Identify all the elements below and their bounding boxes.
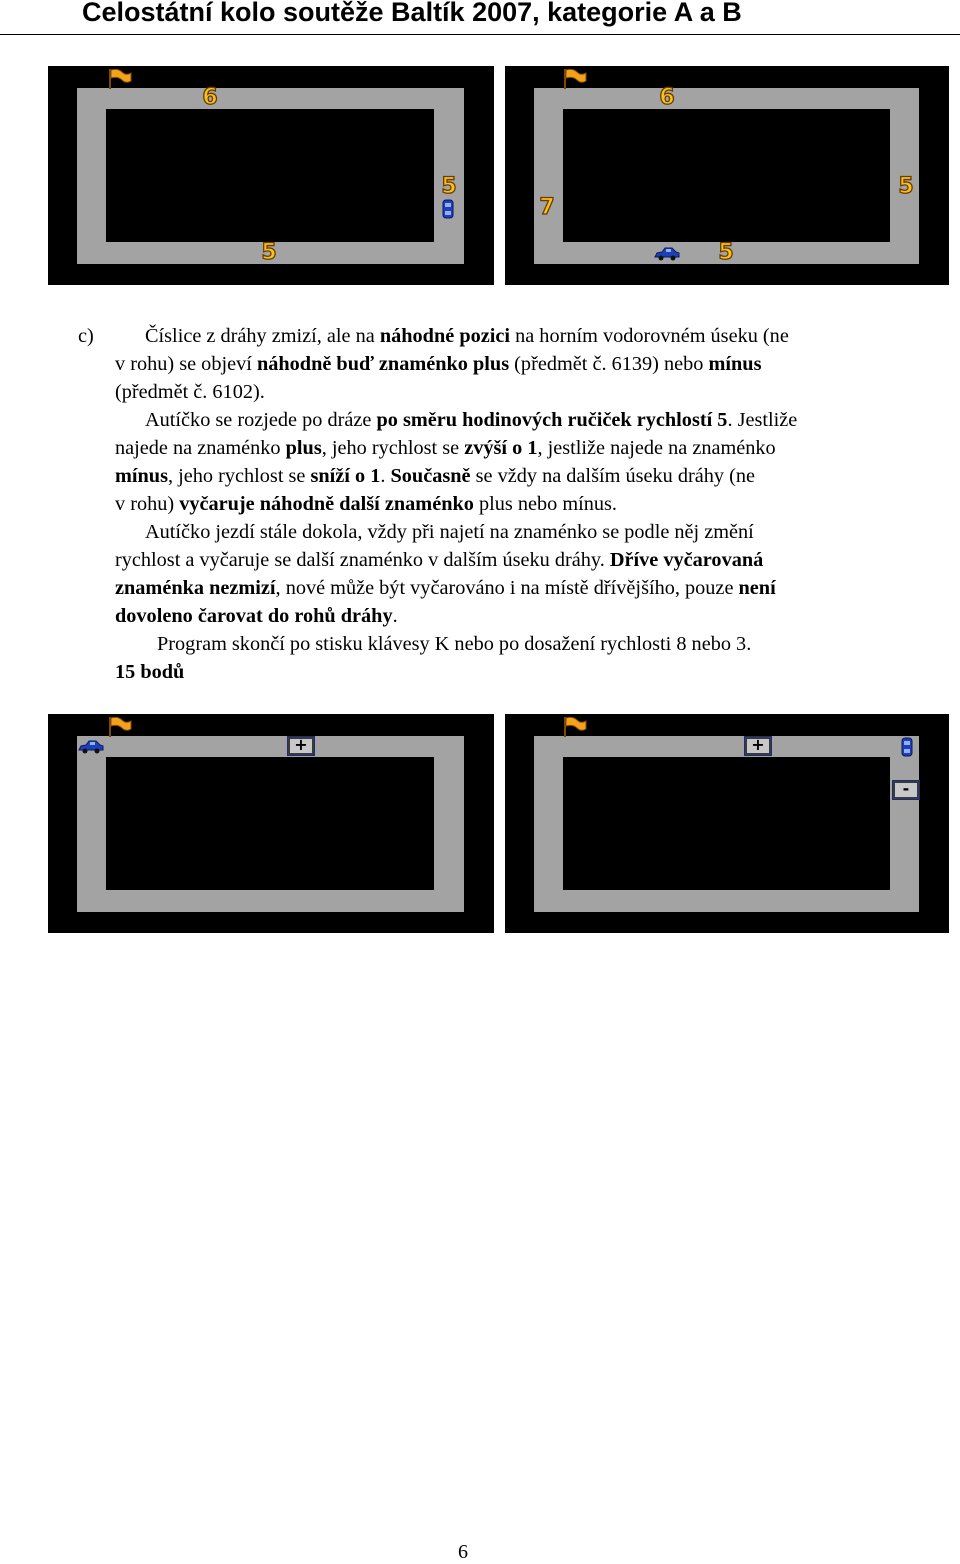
page-number: 6 (458, 1541, 468, 1563)
text-run: , nové může být vyčarováno i na místě dřívějšího, pouze (275, 577, 739, 599)
text-run: . (392, 605, 398, 627)
bold-text: Současně (390, 465, 471, 487)
text-run: Program skončí po stisku klávesy K nebo po dosažení rychlosti 8 nebo 3. (157, 633, 752, 655)
plus-sign: + (288, 737, 314, 755)
text-run: Autíčko jezdí stále dokola, vždy při najetí na znaménko se podle něj změní (145, 521, 754, 543)
track-infield (563, 757, 890, 890)
bold-text: Dříve vyčarovaná (609, 549, 764, 571)
text-run: (předmět č. 6102). (115, 381, 265, 403)
bold-text: po směru hodinových ručiček rychlostí 5 (376, 409, 728, 431)
text-run: v rohu) se objeví (115, 353, 257, 375)
task-line (115, 490, 930, 518)
bold-text: mínus (708, 353, 762, 375)
task-line (115, 462, 930, 490)
game-screen-bottom-right (505, 714, 949, 933)
task-text (115, 322, 930, 686)
text-run: Autíčko se rozjede po dráze (145, 409, 377, 431)
text-run: rychlost a vyčaruje se další znaménko v dalším úseku dráhy. (115, 549, 610, 571)
start-flag-icon (108, 716, 132, 738)
page-title: Celostátní kolo soutěže Baltík 2007, kategorie A a B (82, 0, 742, 27)
bold-text: 15 bodů (115, 661, 185, 683)
task-line (115, 630, 930, 658)
text-run: , jeho rychlost se (167, 465, 311, 487)
text-run: plus nebo mínus. (473, 493, 618, 515)
car-icon (441, 199, 455, 219)
start-flag-icon (563, 716, 587, 738)
speed-digit-top: 6 (202, 85, 218, 110)
minus-sign: - (893, 781, 919, 799)
plus-sign: + (745, 737, 771, 755)
text-run: , jestliže najede na znaménko (537, 437, 776, 459)
car-icon (900, 737, 914, 757)
game-screen-top-right (505, 66, 949, 285)
car-icon (653, 246, 681, 262)
task-line (115, 322, 930, 350)
bold-text: dovoleno čarovat do rohů dráhy (115, 605, 393, 627)
bold-text: sníží o 1 (310, 465, 381, 487)
text-run: najede na znaménko (115, 437, 286, 459)
text-run: Číslice z dráhy zmizí, ale na (145, 325, 380, 347)
start-flag-icon (563, 68, 587, 90)
text-run: se vždy na dalším úseku dráhy (ne (470, 465, 755, 487)
game-screen-bottom-left (48, 714, 494, 933)
text-run: (předmět č. 6139) nebo (509, 353, 709, 375)
task-line (115, 546, 930, 574)
car-icon (77, 739, 105, 755)
track-infield (106, 757, 434, 890)
text-run: . (380, 465, 391, 487)
speed-digit-bottom: 5 (261, 240, 277, 265)
page-header (0, 0, 960, 35)
task-marker: c) (78, 325, 94, 347)
track-infield (106, 109, 434, 242)
bold-text: plus (285, 437, 322, 459)
speed-digit-right: 5 (898, 174, 914, 199)
text-run: v rohu) (115, 493, 180, 515)
text-run: , jeho rychlost se (321, 437, 465, 459)
task-line (115, 406, 930, 434)
task-line (115, 602, 930, 630)
bold-text: znaménka nezmizí (115, 577, 276, 599)
text-run: na horním vodorovném úseku (ne (510, 325, 789, 347)
task-line (115, 350, 930, 378)
bold-text: vyčaruje náhodně další znaménko (179, 493, 474, 515)
bold-text: náhodné pozici (379, 325, 511, 347)
start-flag-icon (108, 68, 132, 90)
task-line (115, 658, 930, 686)
speed-digit-right: 5 (441, 174, 457, 199)
bold-text: není (738, 577, 776, 599)
game-screen-top-left (48, 66, 494, 285)
bold-text: mínus (115, 465, 168, 487)
bold-text: zvýší o 1 (464, 437, 538, 459)
task-line (115, 434, 930, 462)
speed-digit-left: 7 (539, 195, 555, 220)
track-infield (563, 109, 890, 242)
task-line (115, 574, 930, 602)
task-line (115, 518, 930, 546)
task-line (115, 378, 930, 406)
speed-digit-top: 6 (659, 85, 675, 110)
text-run: . Jestliže (727, 409, 798, 431)
speed-digit-bottom: 5 (718, 240, 734, 265)
bold-text: náhodně buď znaménko plus (256, 353, 510, 375)
